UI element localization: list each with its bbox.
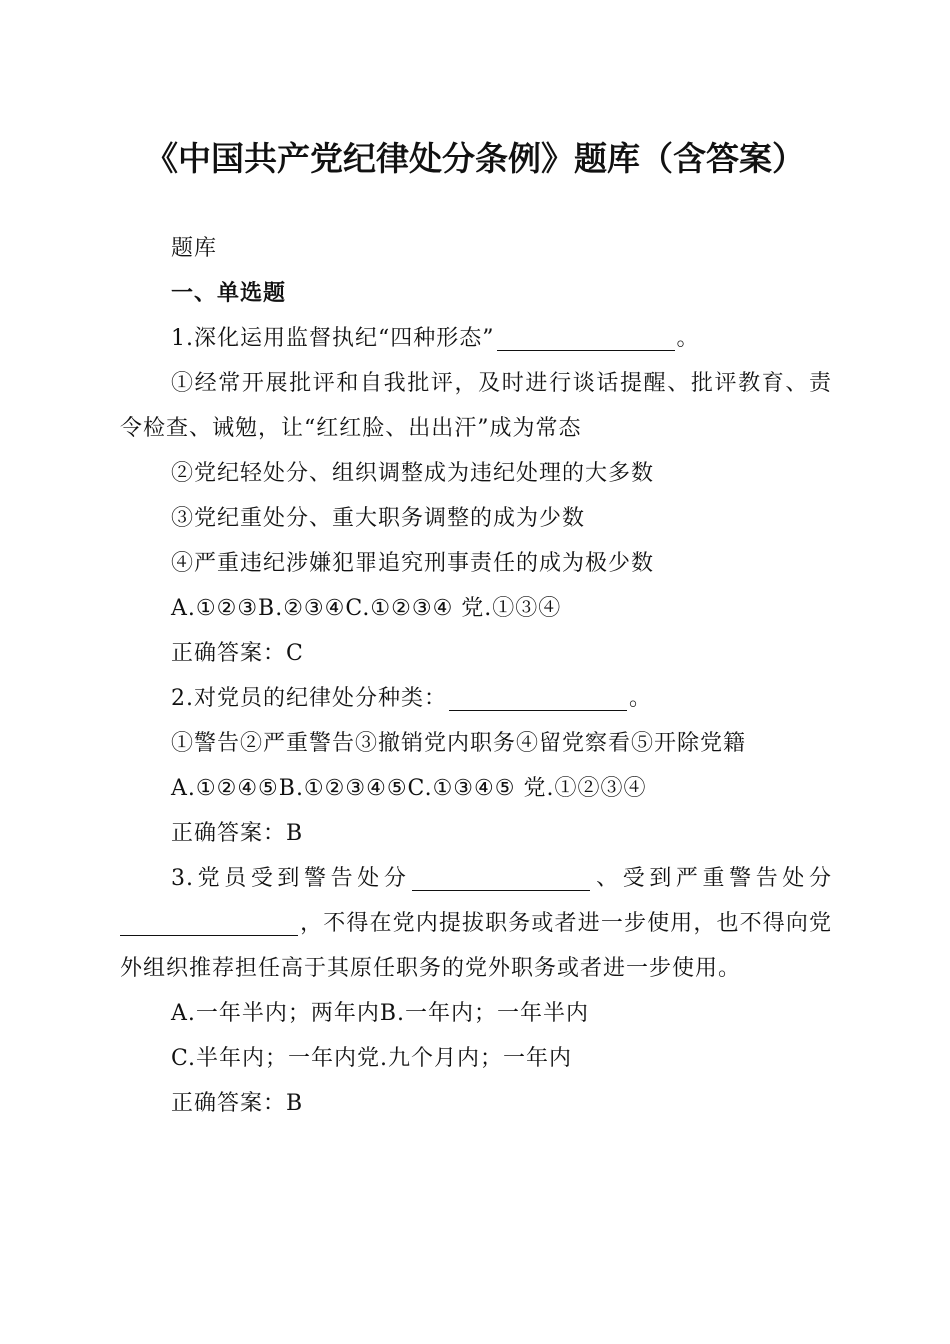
document-body [120, 226, 832, 1126]
question-3-stem-text-2: 、受到严重警告处分 [592, 866, 832, 891]
question-1-answer: 正确答案：C [171, 641, 304, 666]
section-heading: 一、单选题 [171, 281, 287, 306]
question-2-stem-text: 2.对党员的纪律处分种类： [171, 686, 447, 711]
question-3-blank-1 [412, 864, 590, 891]
question-2-statement-1: ①警告②严重警告③撤销党内职务④留党察看⑤开除党籍 [171, 731, 747, 756]
question-3-options-line-2: C.半年内；一年内党.九个月内；一年内 [171, 1046, 573, 1071]
question-3-stem [120, 856, 832, 991]
question-3-stem-text-1: 3.党员受到警告处分 [171, 866, 411, 891]
section-label: 题库 [171, 236, 218, 261]
question-2-answer: 正确答案：B [171, 821, 304, 846]
question-3-answer: 正确答案：B [171, 1091, 304, 1116]
question-1-stem-text: 1.深化运用监督执纪“四种形态” [171, 326, 495, 351]
question-2-stem [120, 676, 832, 721]
question-1-blank [497, 324, 675, 351]
question-2-stem-end: 。 [629, 686, 653, 711]
question-1-stem-end: 。 [676, 326, 700, 351]
question-1-stem [120, 316, 832, 361]
question-1-options: A.①②③B.②③④C.①②③④ 党.①③④ [171, 596, 562, 621]
question-1-statement-2: ②党纪轻处分、组织调整成为违纪处理的大多数 [171, 461, 655, 486]
document-title: 《中国共产党纪律处分条例》题库（含答案） [145, 139, 805, 178]
question-2-blank [449, 684, 627, 711]
question-1-statement-1: ①经常开展批评和自我批评，及时进行谈话提醒、批评教育、责令检查、诫勉，让“红红脸、出出汗”成为常态 [120, 371, 832, 441]
question-1-statement-3: ③党纪重处分、重大职务调整的成为少数 [171, 506, 586, 531]
question-1-statement-4: ④严重违纪涉嫌犯罪追究刑事责任的成为极少数 [171, 551, 655, 576]
question-3-options-line-1: A.一年半内；两年内B.一年内；一年半内 [171, 1001, 590, 1026]
question-2-options: A.①②④⑤B.①②③④⑤C.①③④⑤ 党.①②③④ [171, 776, 647, 801]
question-3-stem-text-3: ，不得在党内提拔职务或者进一步使用，也不得向党外组织推荐担任高于其原任职务的党外职务或者进一步使用。 [120, 911, 832, 981]
question-3-blank-2 [120, 909, 298, 936]
